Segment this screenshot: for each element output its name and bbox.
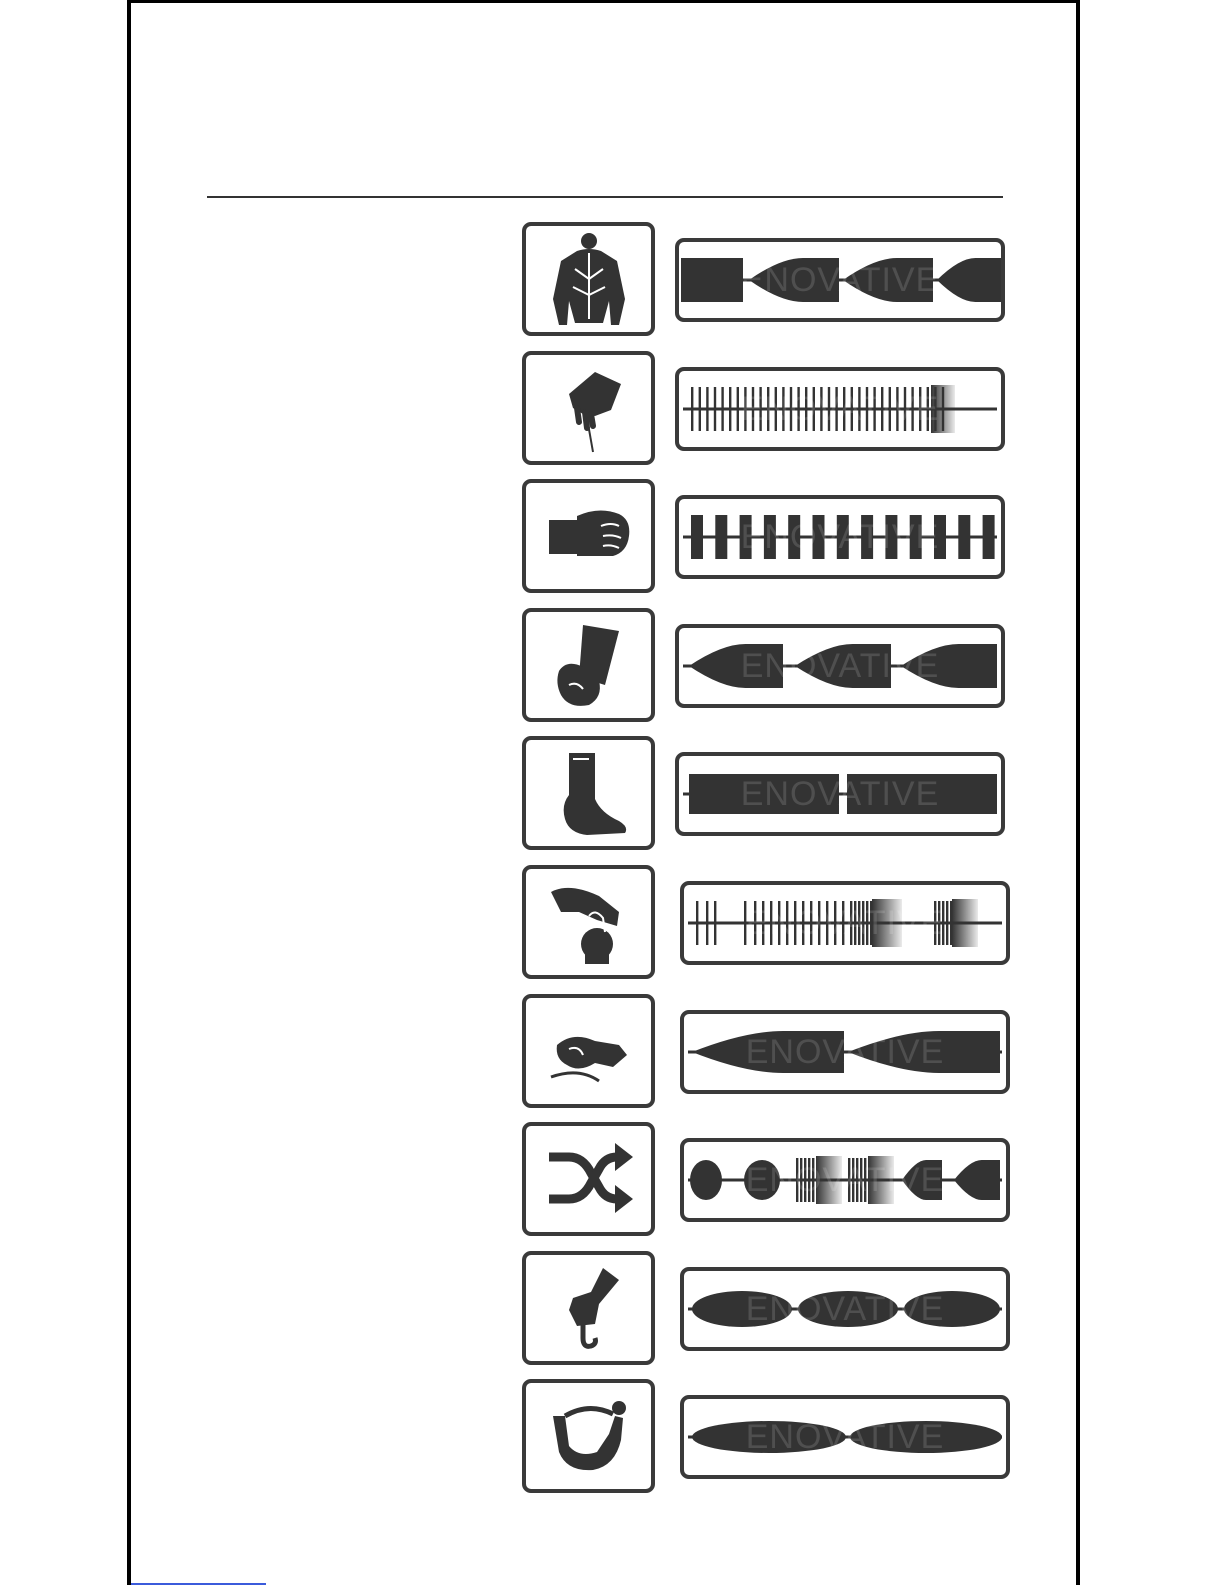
mode-wave-pattern (675, 495, 1005, 579)
pulse-segment (749, 258, 839, 302)
pulse-segment (843, 258, 933, 302)
acupuncture-hand-icon (539, 358, 639, 458)
pulse-segment (904, 1291, 1000, 1327)
mode-wave-pattern (675, 752, 1005, 836)
watermark-text: ENOVATIVE (740, 389, 940, 428)
pulse-segment (798, 1291, 898, 1327)
mode-button[interactable] (522, 1379, 655, 1493)
cupping-hand-icon (539, 872, 639, 972)
scraping-hand-icon (539, 1001, 639, 1101)
pulse-segment (689, 644, 783, 688)
watermark-text: ENOVATIVE (745, 1032, 945, 1071)
mode-wave-pattern (675, 624, 1005, 708)
pulse-segment (850, 1421, 1002, 1453)
watermark-text: ENOVATIVE (745, 1160, 945, 1199)
mode-button[interactable] (522, 351, 655, 465)
mode-button[interactable] (522, 1251, 655, 1365)
mode-button[interactable] (522, 865, 655, 979)
mode-wave-pattern (680, 1010, 1010, 1094)
foot-icon (539, 743, 639, 843)
pulse-segment (901, 644, 997, 688)
pulse-segment (681, 258, 743, 302)
mode-wave-pattern (675, 367, 1005, 451)
pulse-segment (692, 1291, 792, 1327)
mode-wave-pattern (680, 1395, 1010, 1479)
pulse-segment (795, 644, 891, 688)
pulse-segment (937, 258, 1001, 302)
mode-wave-pattern (680, 881, 1010, 965)
mode-wave-pattern (675, 238, 1005, 322)
fist-tapping-icon (539, 486, 639, 586)
mode-button[interactable] (522, 479, 655, 593)
watermark-text: ENOVATIVE (745, 903, 945, 942)
mode-wave-pattern (680, 1138, 1010, 1222)
watermark-text: ENOVATIVE (740, 774, 940, 813)
muscle-body-icon (539, 229, 639, 329)
pulse-segment (692, 1421, 846, 1453)
yoga-stretch-icon (539, 1386, 639, 1486)
watermark-text: ENOVATIVE (740, 260, 940, 299)
header-rule (207, 196, 1003, 198)
mode-button[interactable] (522, 1122, 655, 1236)
hook-hand-icon (539, 1258, 639, 1358)
mode-button[interactable] (522, 736, 655, 850)
pulse-segment (692, 1031, 844, 1073)
mode-button[interactable] (522, 994, 655, 1108)
kneading-hand-icon (539, 615, 639, 715)
mode-button[interactable] (522, 222, 655, 336)
pulse-segment (848, 1031, 1000, 1073)
mode-wave-pattern (680, 1267, 1010, 1351)
shuffle-icon (539, 1129, 639, 1229)
mode-button[interactable] (522, 608, 655, 722)
